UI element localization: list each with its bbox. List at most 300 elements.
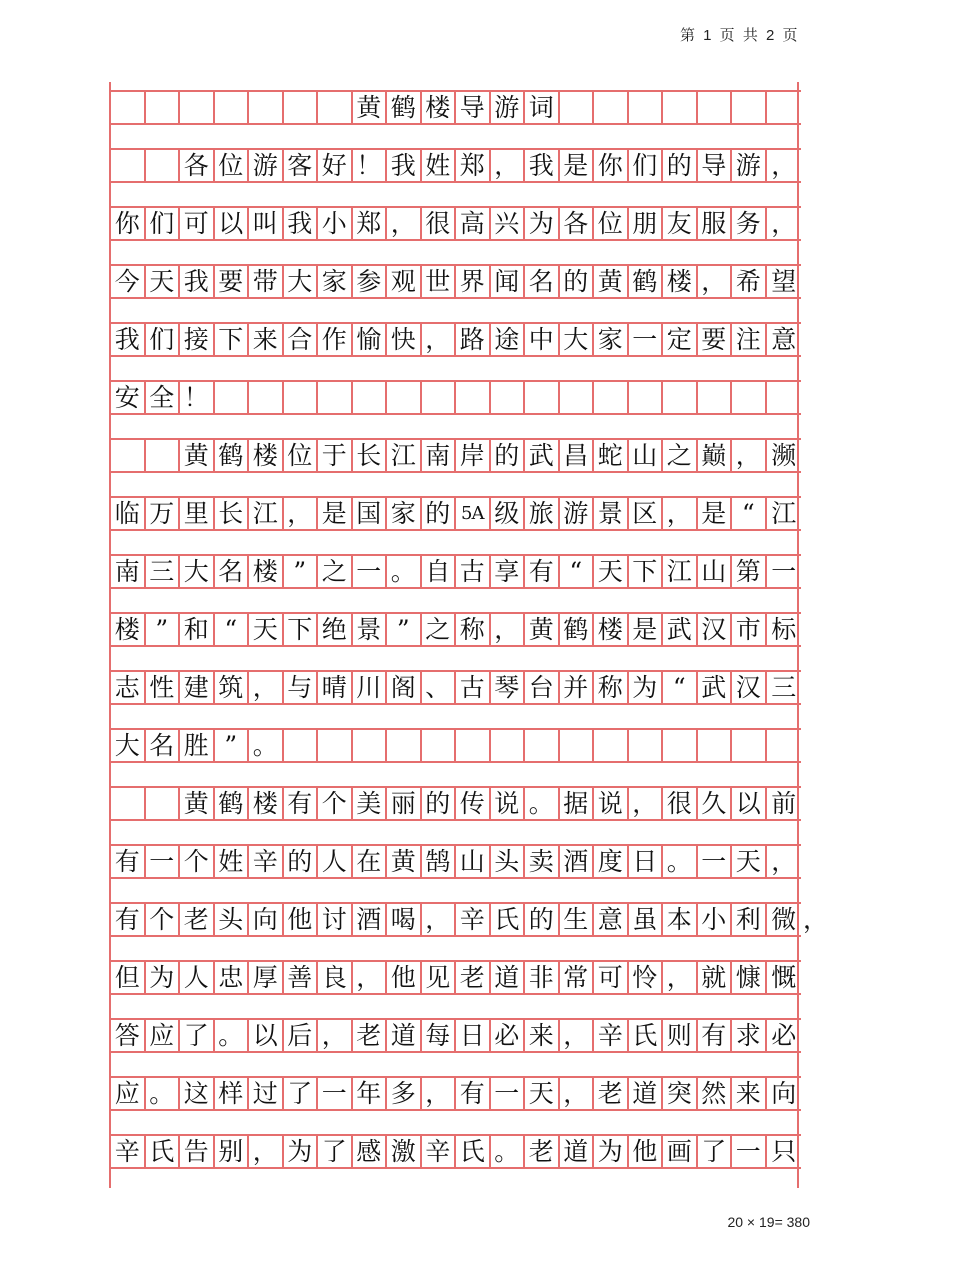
- grid-character: 称: [594, 672, 629, 703]
- title-character: 鹤: [387, 92, 422, 123]
- grid-character: ”: [215, 730, 250, 761]
- grid-character: 答: [111, 1020, 146, 1051]
- grid-character: 辛: [422, 1136, 457, 1167]
- grid-character: 大: [111, 730, 146, 761]
- grid-character: 志: [111, 672, 146, 703]
- grid-character: 是: [629, 614, 664, 645]
- grid-character: 和: [180, 614, 215, 645]
- grid-character: 武: [525, 440, 560, 471]
- grid-character: 楼: [594, 614, 629, 645]
- grid-character: 来: [525, 1020, 560, 1051]
- grid-character: 辛: [456, 904, 491, 935]
- grid-character: 江: [387, 440, 422, 471]
- grid-character: 可: [594, 962, 629, 993]
- empty-grid-cell: [491, 730, 526, 761]
- grid-character: 岸: [456, 440, 491, 471]
- grid-character: 武: [663, 614, 698, 645]
- grid-character: 5A: [456, 498, 491, 529]
- grid-character: 高: [456, 208, 491, 239]
- grid-character: 很: [663, 788, 698, 819]
- grid-row: [111, 554, 801, 589]
- grid-character: 黄: [594, 266, 629, 297]
- grid-character: 兴: [491, 208, 526, 239]
- empty-grid-cell: [560, 730, 595, 761]
- grid-count-label: 20 × 19= 380: [727, 1214, 810, 1230]
- grid-character: 称: [456, 614, 491, 645]
- empty-grid-cell: [249, 92, 284, 123]
- grid-character: 据: [560, 788, 595, 819]
- grid-character: 一: [353, 556, 388, 587]
- empty-grid-cell: [146, 150, 181, 181]
- grid-character: 愉: [353, 324, 388, 355]
- grid-character: 。: [215, 1020, 250, 1051]
- title-row: [111, 90, 801, 125]
- empty-grid-cell: [698, 382, 733, 413]
- grid-character: 善: [284, 962, 319, 993]
- grid-character: “: [663, 672, 698, 703]
- empty-grid-cell: [767, 92, 802, 123]
- grid-character: 他: [387, 962, 422, 993]
- grid-character: 一: [491, 1078, 526, 1109]
- empty-grid-cell: [594, 92, 629, 123]
- empty-grid-cell: [732, 382, 767, 413]
- grid-character: 有: [525, 556, 560, 587]
- empty-grid-cell: [663, 730, 698, 761]
- grid-character: 这: [180, 1078, 215, 1109]
- grid-character: 个: [180, 846, 215, 877]
- empty-grid-cell: [629, 92, 664, 123]
- grid-character: ，: [629, 788, 664, 819]
- grid-row: [111, 670, 801, 705]
- grid-character: 我: [111, 324, 146, 355]
- grid-character: 讨: [318, 904, 353, 935]
- empty-grid-cell: [663, 382, 698, 413]
- empty-grid-cell: [560, 92, 595, 123]
- grid-character: 享: [491, 556, 526, 587]
- empty-grid-cell: [767, 730, 802, 761]
- grid-character: 位: [594, 208, 629, 239]
- grid-character: 氏: [491, 904, 526, 935]
- grid-character: 景: [353, 614, 388, 645]
- empty-grid-cell: [284, 92, 319, 123]
- grid-character: ，: [422, 1078, 457, 1109]
- grid-character: 小: [698, 904, 733, 935]
- grid-character: 游: [560, 498, 595, 529]
- grid-character: 的: [491, 440, 526, 471]
- grid-character: 天: [249, 614, 284, 645]
- grid-character: 于: [318, 440, 353, 471]
- grid-character: 山: [456, 846, 491, 877]
- grid-character: 名: [215, 556, 250, 587]
- grid-character: 来: [249, 324, 284, 355]
- grid-character: 道: [560, 1136, 595, 1167]
- grid-character: 建: [180, 672, 215, 703]
- grid-character: 全: [146, 382, 181, 413]
- grid-character: 临: [111, 498, 146, 529]
- empty-grid-cell: [318, 730, 353, 761]
- grid-character: 第: [732, 556, 767, 587]
- empty-grid-cell: [422, 382, 457, 413]
- grid-character: 向: [771, 1079, 797, 1108]
- grid-character: 。: [387, 556, 422, 587]
- grid-character: 一: [771, 557, 797, 586]
- grid-character: ”: [387, 614, 422, 645]
- empty-grid-cell: [284, 382, 319, 413]
- grid-character: 蛇: [594, 440, 629, 471]
- grid-row: [111, 148, 801, 183]
- empty-grid-cell: [111, 788, 146, 819]
- grid-character: 定: [663, 324, 698, 355]
- grid-character: 游: [732, 150, 767, 181]
- grid-character: “: [560, 556, 595, 587]
- grid-character: 怜: [629, 962, 664, 993]
- grid-character: 了: [180, 1020, 215, 1051]
- grid-character: 阁: [387, 672, 422, 703]
- grid-character: 我: [284, 208, 319, 239]
- grid-character: 老: [353, 1020, 388, 1051]
- grid-character: 级: [491, 498, 526, 529]
- grid-character: 黄: [180, 440, 215, 471]
- grid-character: 黄: [525, 614, 560, 645]
- grid-character: 鹤: [215, 788, 250, 819]
- grid-character: 并: [560, 672, 595, 703]
- grid-character: 路: [456, 324, 491, 355]
- empty-grid-cell: [767, 382, 802, 413]
- empty-grid-cell: [456, 730, 491, 761]
- grid-character: 只: [771, 1137, 797, 1166]
- grid-character: 老: [594, 1078, 629, 1109]
- grid-character: 就: [698, 962, 733, 993]
- grid-character: 一: [318, 1078, 353, 1109]
- grid-character: 楼: [249, 556, 284, 587]
- grid-character: 。: [525, 788, 560, 819]
- grid-character: 。: [491, 1136, 526, 1167]
- grid-character: 别: [215, 1136, 250, 1167]
- grid-character: 注: [732, 324, 767, 355]
- grid-character: 忠: [215, 962, 250, 993]
- grid-character: 他: [284, 904, 319, 935]
- grid-character: 筑: [215, 672, 250, 703]
- grid-character: 汉: [732, 672, 767, 703]
- grid-character: 川: [353, 672, 388, 703]
- grid-character: 年: [353, 1078, 388, 1109]
- grid-character: 后: [284, 1020, 319, 1051]
- grid-character: 然: [698, 1078, 733, 1109]
- grid-character: 意: [771, 325, 797, 354]
- grid-character: 的: [284, 846, 319, 877]
- empty-grid-cell: [422, 730, 457, 761]
- grid-character: 的: [422, 788, 457, 819]
- grid-character: 楼: [111, 614, 146, 645]
- grid-character: 的: [422, 498, 457, 529]
- grid-character: 天: [732, 846, 767, 877]
- grid-character: 为: [146, 962, 181, 993]
- grid-character: 希: [732, 266, 767, 297]
- grid-character: 郑: [456, 150, 491, 181]
- grid-character: ”: [146, 614, 181, 645]
- grid-character: 下: [284, 614, 319, 645]
- grid-character: 了: [698, 1136, 733, 1167]
- grid-character: ，: [732, 440, 767, 471]
- grid-character: 、: [422, 672, 457, 703]
- grid-character: 一: [146, 846, 181, 877]
- title-character: 导: [456, 92, 491, 123]
- grid-character: 江: [249, 498, 284, 529]
- grid-character: 是: [318, 498, 353, 529]
- grid-character: 。: [146, 1078, 181, 1109]
- empty-grid-cell: [111, 440, 146, 471]
- manuscript-grid-paper: [109, 82, 829, 1188]
- empty-grid-cell: [629, 382, 664, 413]
- empty-grid-cell: [249, 382, 284, 413]
- grid-character: ，: [249, 1136, 284, 1167]
- grid-character: 途: [491, 324, 526, 355]
- grid-character: 胜: [180, 730, 215, 761]
- grid-character: ，: [771, 209, 797, 238]
- grid-character: 老: [180, 904, 215, 935]
- empty-grid-cell: [180, 92, 215, 123]
- grid-character: 三: [771, 673, 797, 702]
- grid-character: 作: [318, 324, 353, 355]
- grid-character: 个: [318, 788, 353, 819]
- grid-character: 叫: [249, 208, 284, 239]
- grid-character: 你: [594, 150, 629, 181]
- grid-character: 下: [215, 324, 250, 355]
- grid-character: 界: [456, 266, 491, 297]
- grid-character: 们: [146, 208, 181, 239]
- grid-character: ，: [663, 498, 698, 529]
- grid-character: 各: [180, 150, 215, 181]
- grid-character: 有: [111, 904, 146, 935]
- grid-character: ，: [318, 1020, 353, 1051]
- grid-character: 了: [284, 1078, 319, 1109]
- grid-character: 常: [560, 962, 595, 993]
- grid-character: 楼: [249, 440, 284, 471]
- grid-character: 头: [491, 846, 526, 877]
- grid-row: [111, 960, 801, 995]
- grid-character: 是: [698, 498, 733, 529]
- grid-character: 各: [560, 208, 595, 239]
- grid-character: 有: [111, 846, 146, 877]
- grid-character: 以: [249, 1020, 284, 1051]
- grid-character: 望: [771, 267, 797, 296]
- grid-character: 丽: [387, 788, 422, 819]
- grid-character: 利: [732, 904, 767, 935]
- title-character: 词: [525, 92, 560, 123]
- grid-character: 你: [111, 208, 146, 239]
- grid-character: 辛: [249, 846, 284, 877]
- grid-character: 鹤: [215, 440, 250, 471]
- grid-character: 景: [594, 498, 629, 529]
- empty-grid-cell: [353, 382, 388, 413]
- grid-character: 激: [387, 1136, 422, 1167]
- grid-character: ，: [491, 614, 526, 645]
- grid-character: 个: [146, 904, 181, 935]
- empty-grid-cell: [146, 440, 181, 471]
- grid-character: 友: [663, 208, 698, 239]
- empty-grid-cell: [698, 730, 733, 761]
- grid-character: 武: [698, 672, 733, 703]
- grid-character: 头: [215, 904, 250, 935]
- empty-grid-cell: [387, 730, 422, 761]
- grid-character: 标: [771, 615, 797, 644]
- grid-character: 名: [525, 266, 560, 297]
- grid-character: 非: [525, 962, 560, 993]
- grid-character: 安: [111, 382, 146, 413]
- grid-row: [111, 728, 801, 763]
- grid-character: 江: [663, 556, 698, 587]
- grid-character: ，: [560, 1020, 595, 1051]
- grid-character: 喝: [387, 904, 422, 935]
- grid-character: 位: [284, 440, 319, 471]
- grid-character: 小: [318, 208, 353, 239]
- title-character: 黄: [353, 92, 388, 123]
- empty-grid-cell: [215, 92, 250, 123]
- grid-character: 微: [771, 905, 797, 934]
- grid-character: 古: [456, 556, 491, 587]
- grid-character: ，: [771, 151, 797, 180]
- grid-character: 天: [594, 556, 629, 587]
- grid-character: 快: [387, 324, 422, 355]
- grid-character: 但: [111, 962, 146, 993]
- grid-character: 为: [594, 1136, 629, 1167]
- grid-character: 过: [249, 1078, 284, 1109]
- grid-character: “: [732, 498, 767, 529]
- empty-grid-cell: [594, 382, 629, 413]
- grid-character: 家: [594, 324, 629, 355]
- grid-character: 他: [629, 1136, 664, 1167]
- grid-character: 辛: [594, 1020, 629, 1051]
- grid-character: 以: [215, 208, 250, 239]
- grid-character: 有: [456, 1078, 491, 1109]
- grid-character: 可: [180, 208, 215, 239]
- grid-character: 里: [180, 498, 215, 529]
- grid-character: 姓: [215, 846, 250, 877]
- grid-character: 要: [698, 324, 733, 355]
- grid-character: 性: [146, 672, 181, 703]
- grid-character: 一: [698, 846, 733, 877]
- grid-character: 道: [387, 1020, 422, 1051]
- grid-character: 山: [698, 556, 733, 587]
- grid-character: 绝: [318, 614, 353, 645]
- grid-character: 今: [111, 266, 146, 297]
- empty-grid-cell: [456, 382, 491, 413]
- grid-character: 汉: [698, 614, 733, 645]
- grid-character: 告: [180, 1136, 215, 1167]
- grid-character: 家: [387, 498, 422, 529]
- empty-grid-cell: [353, 730, 388, 761]
- grid-character: ，: [491, 150, 526, 181]
- empty-grid-cell: [732, 92, 767, 123]
- grid-row: [111, 612, 801, 647]
- grid-character: 为: [284, 1136, 319, 1167]
- grid-character: 说: [491, 788, 526, 819]
- empty-grid-cell: [111, 150, 146, 181]
- grid-character: 传: [456, 788, 491, 819]
- grid-row: [111, 844, 801, 879]
- grid-character: 道: [629, 1078, 664, 1109]
- empty-grid-cell: [663, 92, 698, 123]
- grid-row: [111, 1018, 801, 1053]
- grid-character: 黄: [387, 846, 422, 877]
- grid-character: 与: [284, 672, 319, 703]
- grid-character: 国: [353, 498, 388, 529]
- grid-character: 有: [698, 1020, 733, 1051]
- grid-character: 大: [180, 556, 215, 587]
- grid-character: 每: [422, 1020, 457, 1051]
- title-character: 楼: [422, 92, 457, 123]
- grid-character: 在: [353, 846, 388, 877]
- empty-grid-cell: [318, 92, 353, 123]
- grid-character: 说: [594, 788, 629, 819]
- grid-character: 旅: [525, 498, 560, 529]
- grid-character: 晴: [318, 672, 353, 703]
- grid-character: 之: [422, 614, 457, 645]
- grid-character: 向: [249, 904, 284, 935]
- empty-grid-cell: [146, 92, 181, 123]
- grid-character: 山: [629, 440, 664, 471]
- grid-row: [111, 786, 801, 821]
- grid-character: 久: [698, 788, 733, 819]
- grid-character: 们: [629, 150, 664, 181]
- grid-character: 参: [353, 266, 388, 297]
- empty-grid-cell: [732, 730, 767, 761]
- margin-punctuation: ，: [803, 905, 829, 934]
- grid-character: ！: [353, 150, 388, 181]
- grid-character: 为: [525, 208, 560, 239]
- grid-character: 客: [284, 150, 319, 181]
- grid-character: ，: [387, 208, 422, 239]
- grid-character: 老: [525, 1136, 560, 1167]
- empty-grid-cell: [318, 382, 353, 413]
- grid-character: 们: [146, 324, 181, 355]
- grid-character: 区: [629, 498, 664, 529]
- grid-character: 必: [491, 1020, 526, 1051]
- grid-row: [111, 438, 801, 473]
- grid-character: 姓: [422, 150, 457, 181]
- grid-character: 突: [663, 1078, 698, 1109]
- grid-row: [111, 264, 801, 299]
- grid-character: 度: [594, 846, 629, 877]
- grid-character: 江: [771, 499, 797, 528]
- grid-character: 应: [146, 1020, 181, 1051]
- grid-character: 样: [215, 1078, 250, 1109]
- grid-character: 酒: [353, 904, 388, 935]
- grid-character: 的: [663, 150, 698, 181]
- grid-character: ！: [180, 382, 215, 413]
- grid-character: 三: [146, 556, 181, 587]
- grid-character: ，: [698, 266, 733, 297]
- grid-character: 服: [698, 208, 733, 239]
- grid-character: 我: [525, 150, 560, 181]
- grid-character: 鹤: [629, 266, 664, 297]
- grid-character: 大: [284, 266, 319, 297]
- grid-character: 氏: [146, 1136, 181, 1167]
- grid-character: 台: [525, 672, 560, 703]
- grid-character: 很: [422, 208, 457, 239]
- grid-character: 人: [318, 846, 353, 877]
- grid-character: 南: [111, 556, 146, 587]
- grid-character: 意: [594, 904, 629, 935]
- grid-character: 来: [732, 1078, 767, 1109]
- grid-character: 日: [629, 846, 664, 877]
- grid-character: 卖: [525, 846, 560, 877]
- grid-row: [111, 322, 801, 357]
- grid-character: 人: [180, 962, 215, 993]
- grid-character: ，: [249, 672, 284, 703]
- grid-character: 好: [318, 150, 353, 181]
- grid-character: 良: [318, 962, 353, 993]
